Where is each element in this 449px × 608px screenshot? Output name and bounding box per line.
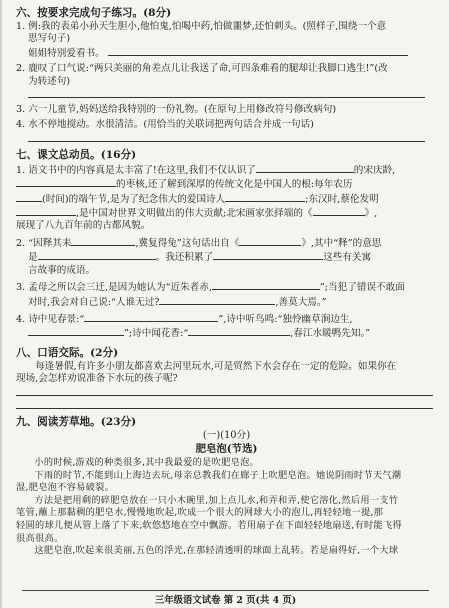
s6-q2-answer-line[interactable] — [28, 88, 425, 98]
s7-q4-text-a: 4. 诗中见春景:“ — [16, 313, 85, 325]
s7-q4-text-d: ,春江水暖鸭先知。” — [290, 328, 371, 340]
s7-q1-text-c-end: ;东汉时,蔡伦发明 — [305, 193, 379, 205]
s7-q1-line1 — [16, 163, 437, 177]
s7-q3-text-b: ”;当犯了错误不敢面 — [319, 282, 405, 294]
s6-q4-answer-line[interactable] — [28, 132, 425, 142]
s8-prompt-line2: 现场,会怎样劝说准备下水玩的孩子呢? — [16, 373, 178, 385]
s7-blank-15[interactable] — [188, 326, 290, 336]
s7-q1-line5: 展现了八九百年前的古都风貌。 — [16, 220, 151, 232]
s6-q3: 3. 六一儿童节,妈妈送给我特别的一份礼物。(在原句上用修改符号修改病句) — [16, 104, 337, 116]
s7-q3-text-d: ,善莫大焉。” — [275, 296, 327, 308]
s7-q3-line2 — [16, 295, 437, 309]
s6-q1-prompt — [16, 46, 437, 60]
s8-answer-line-1[interactable] — [16, 386, 433, 396]
s6-q1-prompt-text: 姐姐特别爱看书。 — [28, 47, 105, 59]
article-line: 方法是把用剩的碎肥皂放在一只小木碗里,加上点儿水,和弄和弄,使它溶化,然后用一支竹 — [34, 494, 399, 506]
article-line: 笔管,蘸上那黏稠的肥皂水,慢慢地吹起,吹成一个很大的网球大小的泡儿,再轻轻地一提,那 — [16, 507, 384, 519]
section-8-title: 八、口语交际。(2分) — [16, 346, 119, 359]
section-7-title: 七、课文总动员。(16分) — [16, 148, 137, 161]
s7-blank-6[interactable] — [313, 206, 365, 216]
s7-q2-text-d: 是 — [28, 252, 38, 264]
s6-q1-line2: 思写句子) — [28, 33, 71, 45]
s6-q2-line2: 为转述句) — [28, 75, 71, 87]
s7-q1-text-d: ,是中国对世界文明做出的伟大贡献;北宋画家张择端的《 — [76, 208, 313, 220]
s6-q1-answer-line[interactable] — [108, 46, 408, 56]
s7-q1-text-c: (时间)的端午节,是为了纪念伟大的爱国诗人 — [42, 193, 226, 205]
s7-blank-4[interactable] — [225, 192, 305, 202]
s7-q2-text-c: 》,其中“释”的意思 — [301, 237, 382, 249]
s7-blank-7[interactable] — [71, 236, 135, 246]
s7-q2-text-b: ,冀复得兔”这句话出自《 — [135, 237, 240, 249]
s7-q3-text-c: 对时,我会对自己说:“人谁无过? — [28, 296, 160, 308]
s7-q2-text-f: 这些有关寓 — [323, 252, 372, 264]
s7-q1-text-b: 的枣核,还了解到深厚的传统文化是中国人的根:每年农历 — [116, 179, 353, 191]
article-line: 这肥皂泡,吹起来很美丽,五色的浮光,在那轻清透明的球面上乱转。若是扇得好,一个大球 — [34, 545, 399, 557]
s7-q1-text-a: 1. 语文书中的内容真是太丰富了!在这里,我们不仅认识了 — [16, 164, 256, 176]
s8-prompt-line1: 每逢暑假,有许多小朋友都喜欢去河里玩水,可是贸然下水会存在一定的危险。如果你在 — [35, 360, 397, 372]
s6-q1-line1: 1. 例:我的表弟小孙天生胆小,他怕鬼,怕喝中药,怕做噩梦,还怕刺头。(照样子,围绕一个意 — [16, 21, 387, 32]
article-line: 小的时候,游戏的种类很多,其中我最爱的是吹肥皂泡。 — [34, 457, 260, 469]
s7-q1-text-d-close: 》, — [364, 208, 378, 220]
s7-blank-5[interactable] — [16, 206, 76, 216]
article-line: 下雨的时节,不能到山上海边去玩,母亲总教我们在廊子上吹肥皂泡。她说阴雨时节天气潮 — [34, 469, 402, 481]
article-line: 湿,肥皂泡不容易破裂。 — [16, 482, 115, 494]
s7-q2-line1 — [16, 236, 437, 250]
s7-blank-14[interactable] — [28, 326, 124, 336]
s7-q2-text-e: 。我还积累了 — [155, 252, 214, 264]
s6-q2-line1: 2. 鹿叹了口气说:“两只美丽的角差点儿让我送了命,可四条难看的腿却让我脚口逃生!”(改 — [16, 63, 388, 75]
s7-blank-2[interactable] — [16, 177, 116, 187]
s9-part-label: (一)(10分) — [202, 429, 251, 441]
s7-blank-3[interactable] — [16, 192, 42, 202]
s7-q1-line3 — [16, 192, 437, 206]
article-line: 轻圆的球儿便从管上落了下来,软悠悠地在空中飘游。若用扇子在下面轻轻地扇送,有时能飞得 — [16, 520, 402, 531]
s7-blank-11[interactable] — [212, 280, 320, 290]
s7-q1-line4 — [16, 206, 437, 220]
s7-q4-text-c: ”;诗中闻花香:“ — [124, 328, 189, 340]
s7-q2-text-a: 2. “因释其耒 — [16, 237, 72, 249]
s7-q2-line2 — [16, 250, 437, 264]
s7-q3-line1 — [16, 280, 437, 294]
s7-q4-line2 — [16, 326, 437, 340]
article-line: 很高很高。 — [16, 532, 64, 544]
article-title: 肥皂泡(节选) — [195, 443, 258, 456]
s7-blank-9[interactable] — [38, 250, 156, 260]
s7-blank-10[interactable] — [213, 250, 323, 260]
s7-blank-8[interactable] — [239, 236, 301, 246]
page-footer: 三年级语文试卷 第 2 页(共 4 页) — [22, 590, 429, 606]
s7-q2-line3: 言故事的成语。 — [28, 264, 96, 276]
s7-blank-12[interactable] — [159, 295, 275, 305]
section-9-title: 九、阅读芳草地。(23分) — [16, 415, 137, 428]
s8-answer-line-2[interactable] — [16, 399, 433, 409]
s7-blank-13[interactable] — [84, 312, 218, 322]
section-6-title: 六、按要求完成句子练习。(8分) — [16, 7, 172, 19]
s7-q4-text-b: ”,诗中听鸟鸣:“独怜幽草涧边生, — [218, 313, 353, 325]
s7-q1-text-a-end: 的宋庆龄, — [353, 164, 396, 176]
s7-q3-text-a: 3. 孟母之所以会三迁,是因为她认为“近朱者赤, — [16, 282, 212, 294]
s7-q4-line1 — [16, 312, 437, 326]
s7-blank-1[interactable] — [256, 163, 354, 173]
s6-q4: 4. 水不停地搅动。水很清洁。(用恰当的关联词把两句话合并成一句话) — [16, 119, 314, 131]
s7-q1-line2 — [16, 177, 437, 191]
